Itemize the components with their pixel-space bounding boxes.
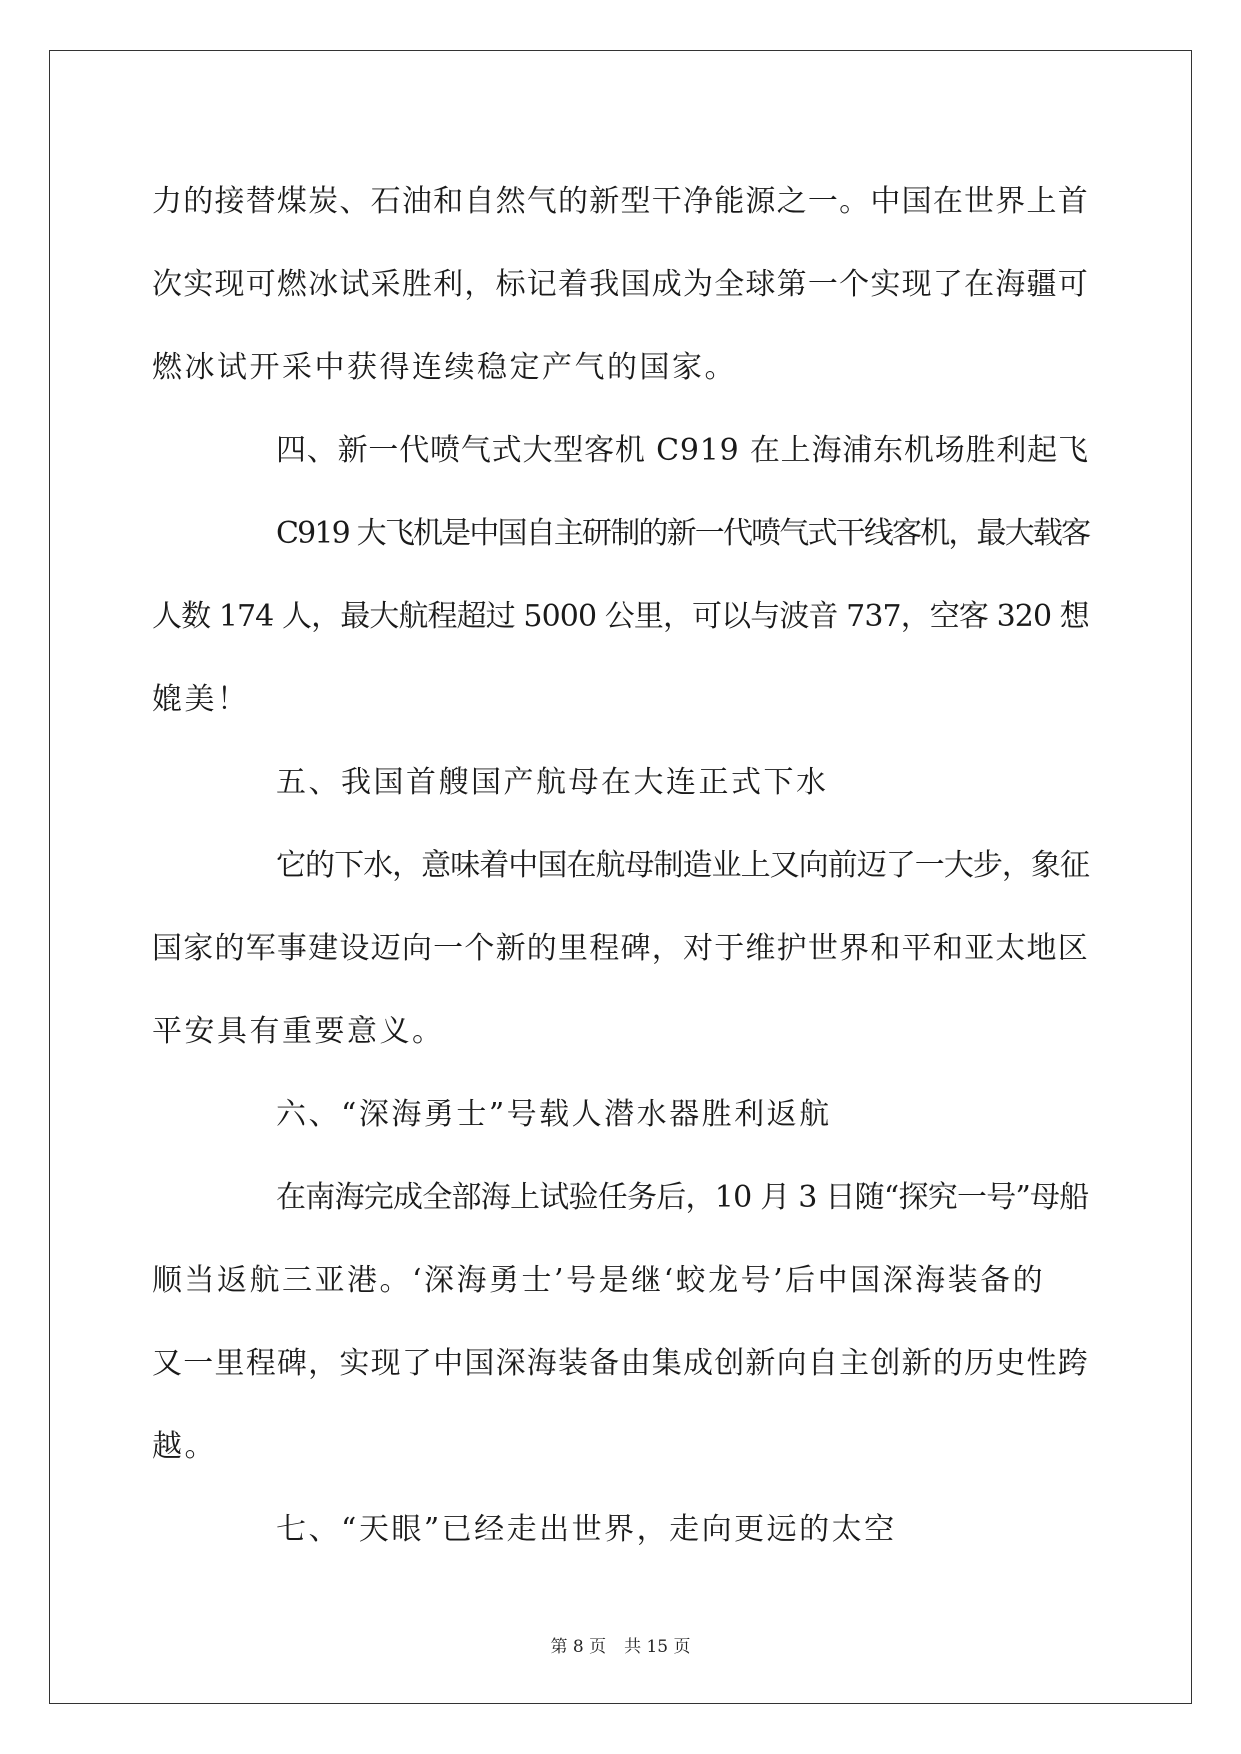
text-line: 媲美！ xyxy=(152,682,250,717)
text-line: 力的接替煤炭、石油和自然气的新型干净能源之一。中国在世界上首 xyxy=(152,184,1089,219)
section-heading: 五、我国首艘国产航母在大连正式下水 xyxy=(276,765,829,800)
section-heading: 六、“深海勇士”号载人潜水器胜利返航 xyxy=(276,1097,832,1132)
section-heading: 七、“天眼”已经走出世界，走向更远的太空 xyxy=(276,1512,897,1547)
section-heading: 四、新一代喷气式大型客机 C919 在上海浦东机场胜利起飞 xyxy=(276,433,1089,468)
page-footer xyxy=(0,1632,1241,1657)
text-line: 平安具有重要意义。 xyxy=(152,1014,445,1049)
text-line: 在南海完成全部海上试验任务后，10 月 3 日随“探究一号”母船 xyxy=(276,1180,1089,1215)
page-number: 第 8 页 xyxy=(550,1637,607,1657)
text-line: 顺当返航三亚港。‘深海勇士’号是继‘蛟龙号’后中国深海装备的 xyxy=(152,1263,1046,1298)
page-total: 共 15 页 xyxy=(624,1637,691,1657)
text-line: 越。 xyxy=(152,1429,217,1464)
text-line: 次实现可燃冰试采胜利，标记着我国成为全球第一个实现了在海疆可 xyxy=(152,267,1089,302)
text-line: 国家的军事建设迈向一个新的里程碑，对于维护世界和平和亚太地区 xyxy=(152,931,1089,966)
text-line: C919 大飞机是中国自主研制的新一代喷气式干线客机，最大载客 xyxy=(276,516,1090,551)
text-line: 燃冰试开采中获得连续稳定产气的国家。 xyxy=(152,350,737,385)
text-line: 人数 174 人，最大航程超过 5000 公里，可以与波音 737，空客 320 想 xyxy=(152,599,1089,634)
text-line: 它的下水，意味着中国在航母制造业上又向前迈了一大步，象征 xyxy=(276,848,1089,883)
text-line: 又一里程碑，实现了中国深海装备由集成创新向自主创新的历史性跨 xyxy=(152,1346,1089,1381)
document-body xyxy=(152,160,1089,1571)
